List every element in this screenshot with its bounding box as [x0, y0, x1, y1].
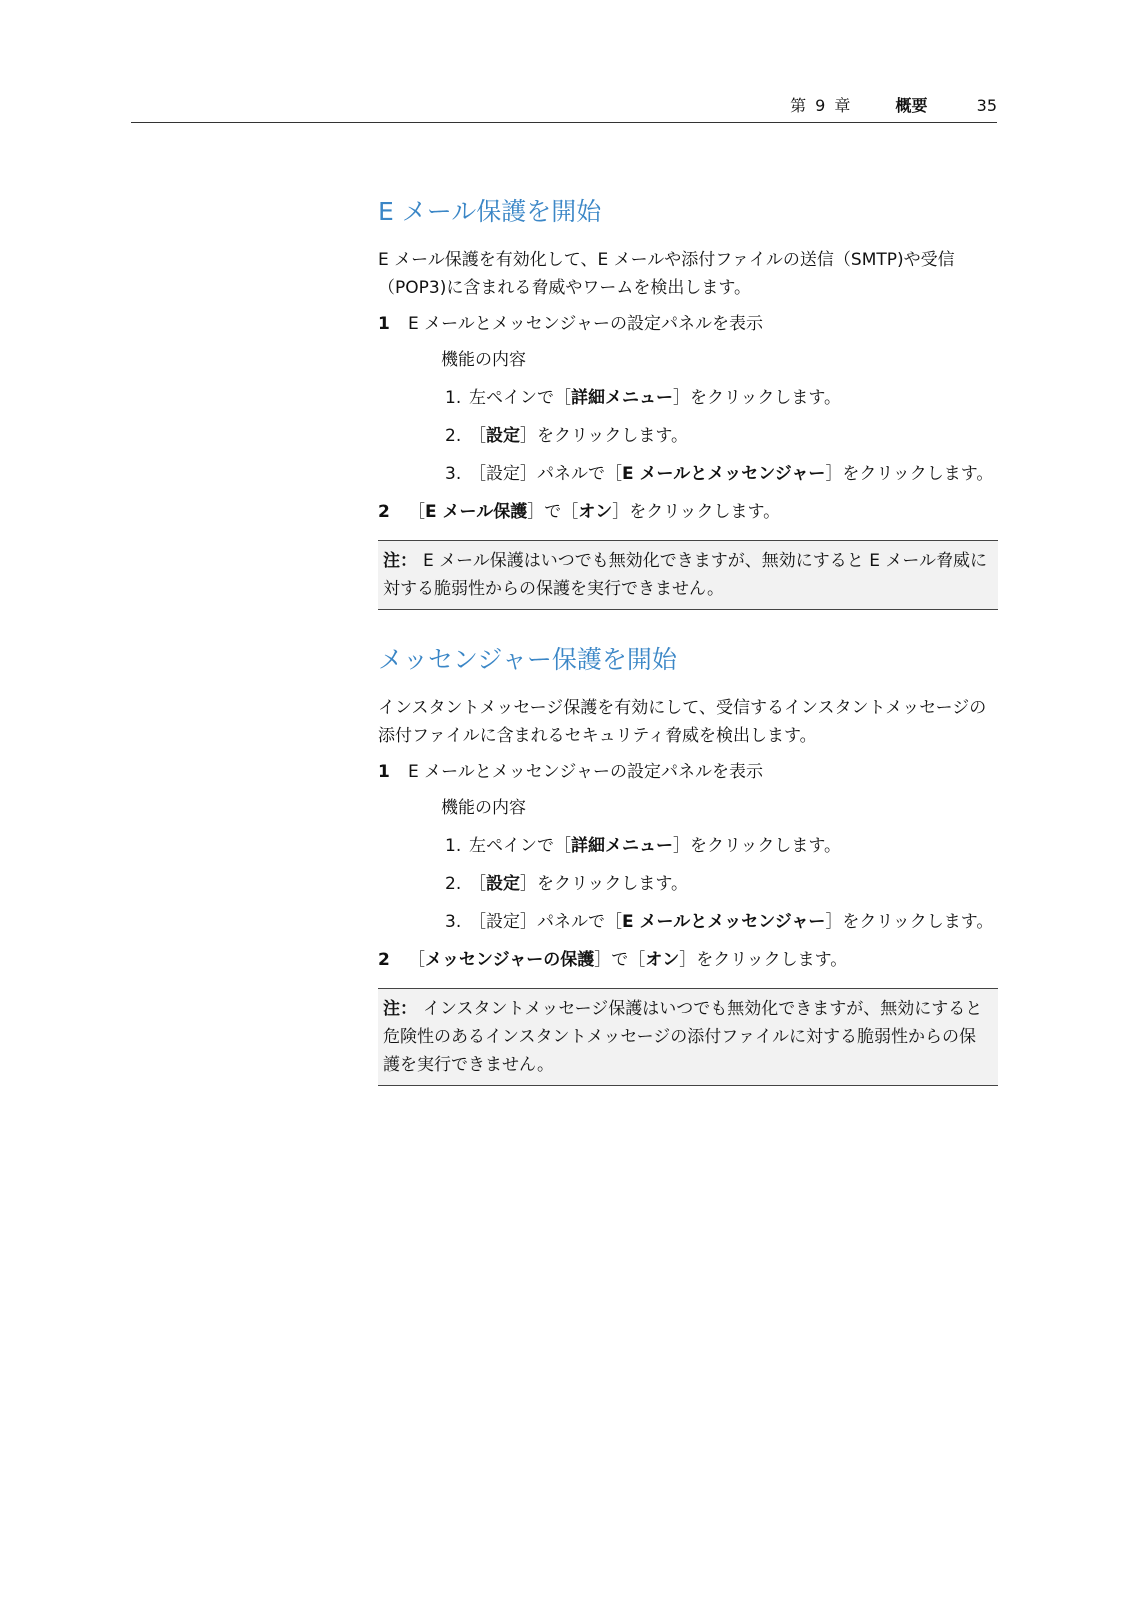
main-content — [378, 196, 998, 1086]
ui-term: E メール保護 — [425, 502, 528, 522]
sub-item-number: 1. — [445, 836, 462, 856]
step-pre: ［ — [408, 502, 425, 522]
step-number: 1 — [378, 762, 390, 782]
sub-item-pre: ［設定］パネルで［ — [469, 912, 622, 932]
sub-item-post: ］をクリックします。 — [520, 426, 688, 446]
ui-term: E メールとメッセンジャー — [622, 912, 826, 932]
step-2 — [378, 500, 998, 524]
sub-item — [441, 462, 998, 486]
step-mid: ］で［ — [527, 502, 579, 522]
step-mid: ］で［ — [594, 950, 646, 970]
step-post: ］をクリックします。 — [612, 502, 781, 522]
sub-item-pre: 左ペインで［ — [469, 388, 571, 408]
step-text: E メールとメッセンジャーの設定パネルを表示 — [408, 314, 764, 334]
step-text: E メールとメッセンジャーの設定パネルを表示 — [408, 762, 764, 782]
header-info — [790, 96, 997, 116]
step-number: 2 — [378, 502, 390, 522]
header-title: 概要 — [895, 96, 928, 115]
sub-steps — [441, 348, 998, 486]
sub-item-number: 1. — [445, 388, 462, 408]
note-label: 注： — [383, 551, 417, 571]
ui-term: E メールとメッセンジャー — [622, 464, 826, 484]
sub-item-post: ］をクリックします。 — [825, 464, 994, 484]
sub-item — [441, 834, 998, 858]
sub-item-number: 3. — [445, 912, 462, 932]
step-1 — [378, 760, 998, 784]
sub-item-pre: ［設定］パネルで［ — [469, 464, 622, 484]
step-number: 1 — [378, 314, 390, 334]
sub-item-post: ］をクリックします。 — [673, 388, 841, 408]
sub-item — [441, 424, 998, 448]
ui-term: オン — [645, 950, 680, 970]
sub-item — [441, 386, 998, 410]
step-number: 2 — [378, 950, 390, 970]
page-number: 35 — [976, 96, 997, 115]
sub-item-post: ］をクリックします。 — [520, 874, 688, 894]
note-label: 注： — [383, 999, 417, 1019]
ui-term: 詳細メニュー — [571, 388, 673, 408]
sub-heading: 機能の内容 — [441, 350, 526, 370]
header-chapter: 第 9 章 — [790, 96, 853, 115]
note-box — [378, 988, 998, 1086]
sub-steps — [441, 796, 998, 934]
section-messenger-protection — [378, 644, 998, 1086]
section-title: メッセンジャー保護を開始 — [378, 645, 677, 674]
sub-item-pre: 左ペインで［ — [469, 836, 571, 856]
ui-term: 設定 — [486, 426, 520, 446]
sub-item — [441, 872, 998, 896]
note-text: E メール保護はいつでも無効化できますが、無効にすると E メール脅威に対する脆弱性からの保護を実行できません。 — [383, 551, 988, 599]
sub-heading: 機能の内容 — [441, 798, 526, 818]
sub-item-post: ］をクリックします。 — [825, 912, 994, 932]
step-1 — [378, 312, 998, 336]
sub-item-pre: ［ — [469, 426, 486, 446]
ui-term: 詳細メニュー — [571, 836, 673, 856]
sub-item-post: ］をクリックします。 — [673, 836, 841, 856]
note-text: インスタントメッセージ保護はいつでも無効化できますが、無効にすると危険性のあるインスタントメッセージの添付ファイルに対する脆弱性からの保護を実行できません。 — [383, 999, 983, 1075]
sub-item-number: 3. — [445, 464, 462, 484]
sub-item — [441, 910, 998, 934]
section-email-protection — [378, 196, 998, 610]
step-2 — [378, 948, 998, 972]
section-intro: E メール保護を有効化して、E メールや添付ファイルの送信（SMTP)や受信（POP3)に含まれる脅威やワームを検出します。 — [378, 250, 955, 298]
ui-term: メッセンジャーの保護 — [425, 950, 595, 970]
page-header — [131, 96, 997, 123]
note-box — [378, 540, 998, 610]
ui-term: オン — [578, 502, 613, 522]
step-post: ］をクリックします。 — [679, 950, 848, 970]
section-intro: インスタントメッセージ保護を有効にして、受信するインスタントメッセージの添付ファイルに含まれるセキュリティ脅威を検出します。 — [378, 698, 987, 746]
section-title: E メール保護を開始 — [378, 197, 602, 226]
sub-item-number: 2. — [445, 426, 462, 446]
ui-term: 設定 — [486, 874, 520, 894]
sub-item-pre: ［ — [469, 874, 486, 894]
step-pre: ［ — [408, 950, 425, 970]
sub-item-number: 2. — [445, 874, 462, 894]
